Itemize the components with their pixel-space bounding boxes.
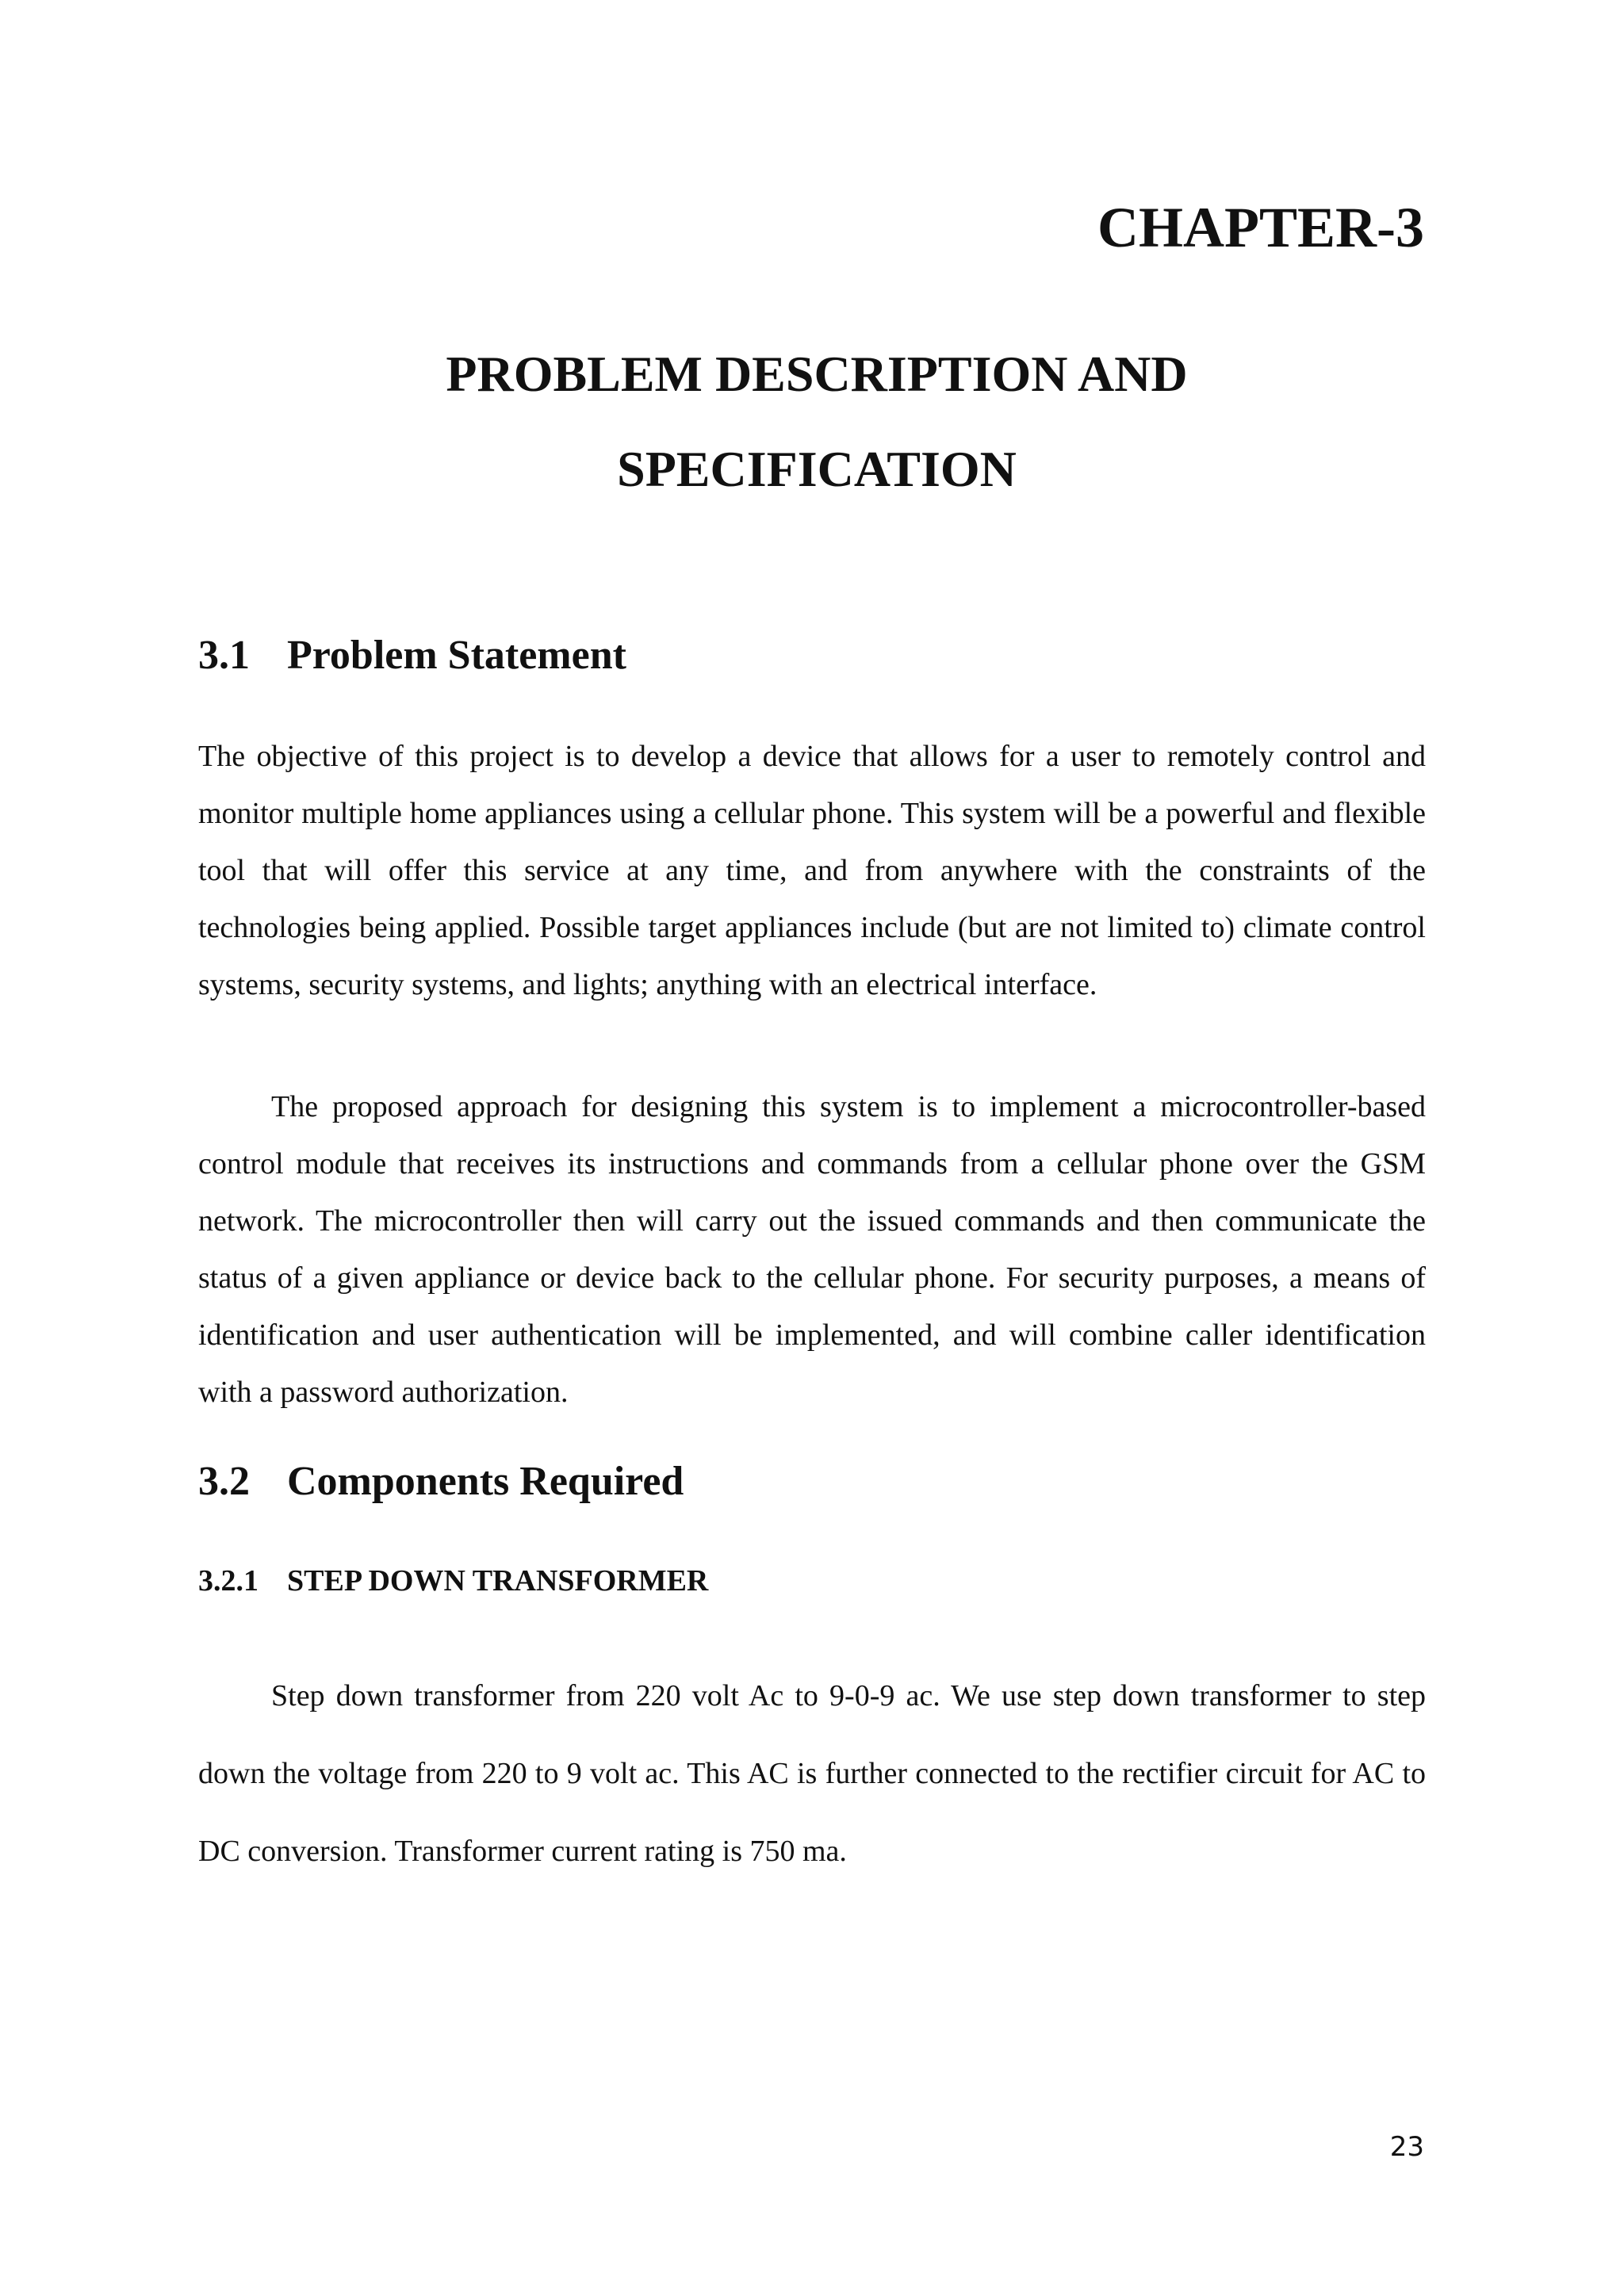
chapter-title-line-2: SPECIFICATION	[617, 441, 1017, 497]
subsection-heading-3-2-1	[198, 1563, 708, 1600]
paragraph-proposed-approach: The proposed approach for designing this system is to implement a microcontroller-based control module that receives its instructions and commands from a cellular phone over the GSM network. The microcontroller then will carry out the issued commands and then communicate the status of a given appliance or device back to the cellular phone. For security purposes, a means of identification and user authentication will be implemented, and will combine caller identification with a password authorization.	[198, 1090, 1426, 1409]
page-number: 23	[1389, 2131, 1424, 2163]
paragraph-step-down-transformer: Step down transformer from 220 volt Ac to 9-0-9 ac. We use step down transformer to step down the voltage from 220 to 9 volt ac. This AC is further connected to the rectifier circuit for AC to DC conversion. Transformer current rating is 750 ma.	[198, 1679, 1426, 1868]
chapter-title	[428, 327, 1205, 517]
subsection-number: 3.2.1	[198, 1564, 259, 1598]
section-number: 3.2	[198, 1459, 250, 1504]
section-title: Problem Statement	[287, 633, 626, 678]
subsection-title: STEP DOWN TRANSFORMER	[287, 1564, 709, 1598]
section-title: Components Required	[287, 1459, 684, 1504]
section-heading-3-2	[198, 1457, 684, 1506]
paragraph-problem-objective: The objective of this project is to develop a device that allows for a user to remotely control and monitor multiple home appliances using a cellular phone. This system will be a powerful and flexible tool that will offer this service at any time, and from anywhere with the constraints of the technologies being applied. Possible target appliances include (but are not limited to) climate control systems, security systems, and lights; anything with an electrical interface.	[198, 740, 1426, 1001]
section-heading-3-1	[198, 631, 626, 680]
section-number: 3.1	[198, 633, 250, 678]
chapter-title-line-1: PROBLEM DESCRIPTION AND	[446, 346, 1188, 402]
chapter-label: CHAPTER-3	[1097, 196, 1424, 259]
